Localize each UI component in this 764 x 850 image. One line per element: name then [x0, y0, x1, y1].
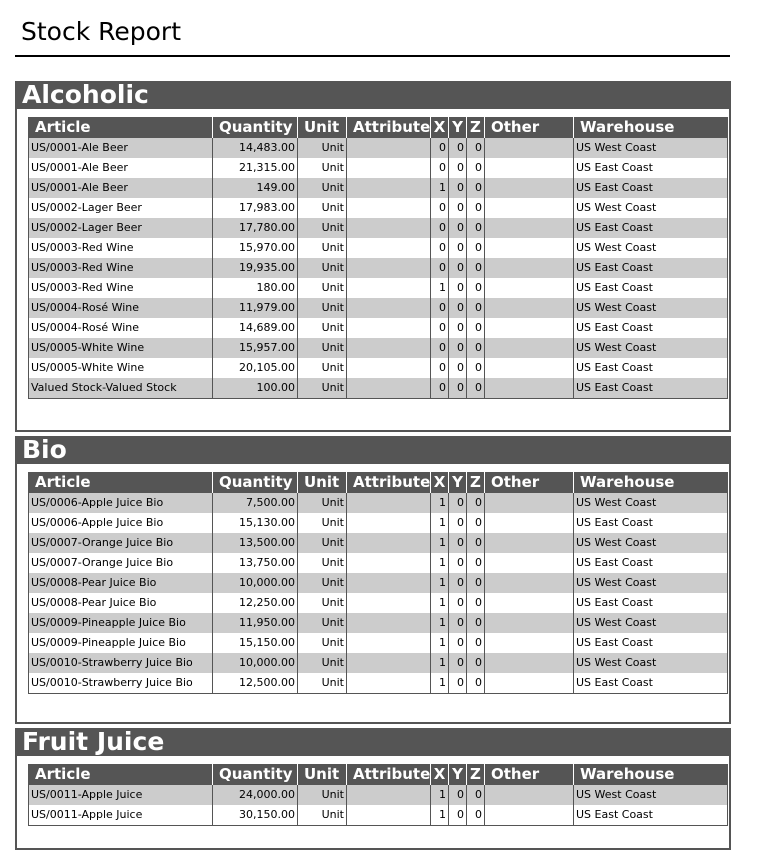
cell-y: 0 [449, 358, 467, 378]
table-row [29, 238, 728, 258]
cell-quantity: 24,000.00 [213, 785, 298, 805]
cell-z: 0 [467, 318, 485, 338]
column-header-attribute: Attribute [347, 472, 431, 493]
table-row [29, 198, 728, 218]
cell-quantity: 20,105.00 [213, 358, 298, 378]
cell-unit: Unit [298, 493, 347, 513]
column-header-y: Y [449, 764, 467, 785]
cell-article: US/0010-Strawberry Juice Bio [29, 653, 213, 673]
cell-attribute [347, 378, 431, 399]
cell-quantity: 10,000.00 [213, 573, 298, 593]
cell-unit: Unit [298, 198, 347, 218]
table-row [29, 633, 728, 653]
cell-unit: Unit [298, 138, 347, 158]
cell-x: 1 [431, 805, 449, 826]
cell-quantity: 7,500.00 [213, 493, 298, 513]
cell-quantity: 14,483.00 [213, 138, 298, 158]
cell-y: 0 [449, 633, 467, 653]
table-row [29, 338, 728, 358]
cell-article: US/0001-Ale Beer [29, 178, 213, 198]
cell-quantity: 13,750.00 [213, 553, 298, 573]
cell-unit: Unit [298, 805, 347, 826]
cell-y: 0 [449, 573, 467, 593]
column-header-z: Z [467, 764, 485, 785]
cell-quantity: 12,250.00 [213, 593, 298, 613]
cell-attribute [347, 298, 431, 318]
cell-attribute [347, 138, 431, 158]
cell-warehouse: US West Coast [574, 613, 728, 633]
cell-z: 0 [467, 158, 485, 178]
cell-attribute [347, 178, 431, 198]
cell-attribute [347, 218, 431, 238]
cell-article: US/0006-Apple Juice Bio [29, 493, 213, 513]
cell-x: 1 [431, 493, 449, 513]
table-row [29, 258, 728, 278]
cell-unit: Unit [298, 178, 347, 198]
cell-quantity: 19,935.00 [213, 258, 298, 278]
cell-other [485, 318, 574, 338]
table-row [29, 358, 728, 378]
cell-y: 0 [449, 238, 467, 258]
cell-article: US/0001-Ale Beer [29, 158, 213, 178]
cell-quantity: 17,780.00 [213, 218, 298, 238]
cell-x: 1 [431, 785, 449, 805]
cell-warehouse: US West Coast [574, 785, 728, 805]
cell-warehouse: US East Coast [574, 593, 728, 613]
table-row [29, 553, 728, 573]
cell-other [485, 573, 574, 593]
cell-warehouse: US East Coast [574, 553, 728, 573]
cell-x: 1 [431, 278, 449, 298]
cell-x: 1 [431, 533, 449, 553]
cell-attribute [347, 673, 431, 694]
cell-warehouse: US East Coast [574, 673, 728, 694]
cell-attribute [347, 805, 431, 826]
cell-warehouse: US East Coast [574, 378, 728, 399]
cell-unit: Unit [298, 358, 347, 378]
cell-article: US/0011-Apple Juice [29, 805, 213, 826]
cell-unit: Unit [298, 278, 347, 298]
page-title: Stock Report [21, 17, 182, 46]
cell-article: US/0011-Apple Juice [29, 785, 213, 805]
cell-x: 1 [431, 178, 449, 198]
cell-attribute [347, 338, 431, 358]
column-header-quantity: Quantity [213, 472, 298, 493]
cell-warehouse: US East Coast [574, 178, 728, 198]
cell-other [485, 553, 574, 573]
cell-warehouse: US West Coast [574, 338, 728, 358]
table-row [29, 613, 728, 633]
cell-article: US/0005-White Wine [29, 338, 213, 358]
cell-unit: Unit [298, 785, 347, 805]
cell-other [485, 513, 574, 533]
cell-y: 0 [449, 805, 467, 826]
cell-article: US/0007-Orange Juice Bio [29, 533, 213, 553]
cell-warehouse: US East Coast [574, 218, 728, 238]
cell-z: 0 [467, 358, 485, 378]
category-heading: Bio [17, 436, 729, 464]
stock-table [28, 764, 728, 826]
cell-other [485, 533, 574, 553]
column-header-x: X [431, 472, 449, 493]
cell-z: 0 [467, 238, 485, 258]
cell-other [485, 218, 574, 238]
cell-attribute [347, 553, 431, 573]
cell-article: US/0006-Apple Juice Bio [29, 513, 213, 533]
cell-other [485, 178, 574, 198]
cell-attribute [347, 613, 431, 633]
cell-other [485, 298, 574, 318]
cell-x: 0 [431, 138, 449, 158]
cell-quantity: 180.00 [213, 278, 298, 298]
cell-quantity: 21,315.00 [213, 158, 298, 178]
cell-other [485, 278, 574, 298]
cell-y: 0 [449, 378, 467, 399]
cell-z: 0 [467, 633, 485, 653]
cell-unit: Unit [298, 573, 347, 593]
cell-warehouse: US East Coast [574, 358, 728, 378]
table-row [29, 138, 728, 158]
cell-quantity: 17,983.00 [213, 198, 298, 218]
cell-x: 1 [431, 573, 449, 593]
cell-quantity: 12,500.00 [213, 673, 298, 694]
cell-y: 0 [449, 298, 467, 318]
cell-y: 0 [449, 493, 467, 513]
cell-x: 1 [431, 593, 449, 613]
column-header-z: Z [467, 117, 485, 138]
cell-y: 0 [449, 553, 467, 573]
cell-z: 0 [467, 298, 485, 318]
cell-z: 0 [467, 533, 485, 553]
cell-other [485, 358, 574, 378]
column-header-other: Other [485, 117, 574, 138]
cell-z: 0 [467, 613, 485, 633]
cell-article: US/0008-Pear Juice Bio [29, 593, 213, 613]
cell-unit: Unit [298, 633, 347, 653]
table-row [29, 218, 728, 238]
cell-x: 1 [431, 633, 449, 653]
cell-quantity: 30,150.00 [213, 805, 298, 826]
cell-other [485, 785, 574, 805]
cell-article: US/0009-Pineapple Juice Bio [29, 613, 213, 633]
cell-z: 0 [467, 593, 485, 613]
cell-article: US/0009-Pineapple Juice Bio [29, 633, 213, 653]
cell-z: 0 [467, 493, 485, 513]
cell-warehouse: US East Coast [574, 318, 728, 338]
table-row [29, 573, 728, 593]
cell-x: 0 [431, 298, 449, 318]
cell-warehouse: US West Coast [574, 533, 728, 553]
cell-other [485, 633, 574, 653]
category-section [15, 81, 731, 432]
column-header-unit: Unit [298, 472, 347, 493]
cell-z: 0 [467, 218, 485, 238]
cell-warehouse: US East Coast [574, 158, 728, 178]
column-header-article: Article [29, 117, 213, 138]
cell-y: 0 [449, 158, 467, 178]
cell-z: 0 [467, 198, 485, 218]
cell-y: 0 [449, 653, 467, 673]
cell-quantity: 14,689.00 [213, 318, 298, 338]
cell-x: 0 [431, 198, 449, 218]
cell-unit: Unit [298, 158, 347, 178]
cell-quantity: 15,957.00 [213, 338, 298, 358]
cell-other [485, 653, 574, 673]
table-row [29, 785, 728, 805]
column-header-warehouse: Warehouse [574, 764, 728, 785]
cell-other [485, 258, 574, 278]
cell-attribute [347, 238, 431, 258]
column-header-warehouse: Warehouse [574, 117, 728, 138]
cell-y: 0 [449, 533, 467, 553]
cell-z: 0 [467, 573, 485, 593]
cell-warehouse: US West Coast [574, 653, 728, 673]
category-heading: Fruit Juice [17, 728, 729, 756]
cell-z: 0 [467, 258, 485, 278]
cell-other [485, 138, 574, 158]
cell-warehouse: US East Coast [574, 513, 728, 533]
cell-x: 0 [431, 258, 449, 278]
table-row [29, 318, 728, 338]
cell-attribute [347, 653, 431, 673]
cell-other [485, 805, 574, 826]
cell-y: 0 [449, 338, 467, 358]
table-row [29, 378, 728, 399]
stock-table [28, 472, 728, 694]
table-header-row [29, 764, 728, 785]
table-row [29, 653, 728, 673]
column-header-quantity: Quantity [213, 764, 298, 785]
column-header-z: Z [467, 472, 485, 493]
cell-attribute [347, 278, 431, 298]
category-section [15, 728, 731, 850]
column-header-attribute: Attribute [347, 117, 431, 138]
column-header-other: Other [485, 764, 574, 785]
table-row [29, 513, 728, 533]
cell-warehouse: US West Coast [574, 138, 728, 158]
cell-other [485, 198, 574, 218]
column-header-warehouse: Warehouse [574, 472, 728, 493]
cell-warehouse: US East Coast [574, 278, 728, 298]
cell-y: 0 [449, 198, 467, 218]
column-header-attribute: Attribute [347, 764, 431, 785]
cell-article: US/0003-Red Wine [29, 258, 213, 278]
table-row [29, 533, 728, 553]
cell-unit: Unit [298, 533, 347, 553]
table-row [29, 805, 728, 826]
cell-quantity: 11,979.00 [213, 298, 298, 318]
cell-unit: Unit [298, 218, 347, 238]
cell-attribute [347, 533, 431, 553]
table-row [29, 673, 728, 694]
cell-quantity: 15,130.00 [213, 513, 298, 533]
cell-y: 0 [449, 178, 467, 198]
cell-attribute [347, 513, 431, 533]
title-divider [15, 55, 730, 57]
cell-x: 1 [431, 613, 449, 633]
cell-other [485, 158, 574, 178]
cell-warehouse: US West Coast [574, 198, 728, 218]
cell-quantity: 15,150.00 [213, 633, 298, 653]
cell-unit: Unit [298, 378, 347, 399]
cell-quantity: 100.00 [213, 378, 298, 399]
cell-unit: Unit [298, 613, 347, 633]
cell-x: 1 [431, 673, 449, 694]
table-header-row [29, 472, 728, 493]
cell-unit: Unit [298, 593, 347, 613]
cell-attribute [347, 493, 431, 513]
cell-attribute [347, 573, 431, 593]
column-header-x: X [431, 117, 449, 138]
table-row [29, 298, 728, 318]
cell-y: 0 [449, 258, 467, 278]
cell-unit: Unit [298, 258, 347, 278]
column-header-quantity: Quantity [213, 117, 298, 138]
cell-z: 0 [467, 805, 485, 826]
column-header-unit: Unit [298, 764, 347, 785]
cell-attribute [347, 593, 431, 613]
cell-z: 0 [467, 138, 485, 158]
cell-unit: Unit [298, 298, 347, 318]
cell-attribute [347, 633, 431, 653]
column-header-y: Y [449, 472, 467, 493]
cell-x: 0 [431, 358, 449, 378]
cell-x: 0 [431, 238, 449, 258]
cell-y: 0 [449, 613, 467, 633]
cell-x: 1 [431, 513, 449, 533]
cell-article: US/0001-Ale Beer [29, 138, 213, 158]
cell-attribute [347, 318, 431, 338]
cell-warehouse: US East Coast [574, 805, 728, 826]
cell-x: 0 [431, 338, 449, 358]
cell-other [485, 238, 574, 258]
cell-y: 0 [449, 673, 467, 694]
cell-article: US/0002-Lager Beer [29, 198, 213, 218]
cell-x: 1 [431, 653, 449, 673]
cell-warehouse: US West Coast [574, 238, 728, 258]
cell-x: 0 [431, 318, 449, 338]
cell-attribute [347, 258, 431, 278]
column-header-article: Article [29, 764, 213, 785]
cell-article: US/0010-Strawberry Juice Bio [29, 673, 213, 694]
category-heading: Alcoholic [17, 81, 729, 109]
cell-article: US/0008-Pear Juice Bio [29, 573, 213, 593]
cell-unit: Unit [298, 338, 347, 358]
cell-y: 0 [449, 785, 467, 805]
cell-quantity: 149.00 [213, 178, 298, 198]
cell-warehouse: US East Coast [574, 258, 728, 278]
cell-z: 0 [467, 785, 485, 805]
cell-article: US/0002-Lager Beer [29, 218, 213, 238]
cell-warehouse: US West Coast [574, 493, 728, 513]
cell-unit: Unit [298, 553, 347, 573]
table-row [29, 593, 728, 613]
cell-article: US/0005-White Wine [29, 358, 213, 378]
table-row [29, 158, 728, 178]
column-header-y: Y [449, 117, 467, 138]
cell-attribute [347, 785, 431, 805]
cell-attribute [347, 158, 431, 178]
cell-z: 0 [467, 178, 485, 198]
cell-quantity: 11,950.00 [213, 613, 298, 633]
table-row [29, 278, 728, 298]
cell-z: 0 [467, 278, 485, 298]
cell-x: 1 [431, 553, 449, 573]
cell-other [485, 593, 574, 613]
cell-warehouse: US West Coast [574, 298, 728, 318]
cell-x: 0 [431, 378, 449, 399]
cell-z: 0 [467, 553, 485, 573]
category-section [15, 436, 731, 724]
column-header-article: Article [29, 472, 213, 493]
cell-y: 0 [449, 278, 467, 298]
cell-quantity: 10,000.00 [213, 653, 298, 673]
cell-y: 0 [449, 138, 467, 158]
cell-unit: Unit [298, 238, 347, 258]
cell-x: 0 [431, 218, 449, 238]
cell-attribute [347, 358, 431, 378]
cell-warehouse: US East Coast [574, 633, 728, 653]
cell-unit: Unit [298, 653, 347, 673]
cell-article: Valued Stock-Valued Stock [29, 378, 213, 399]
cell-other [485, 338, 574, 358]
cell-warehouse: US West Coast [574, 573, 728, 593]
column-header-other: Other [485, 472, 574, 493]
cell-x: 0 [431, 158, 449, 178]
cell-other [485, 378, 574, 399]
cell-other [485, 673, 574, 694]
cell-article: US/0004-Rosé Wine [29, 298, 213, 318]
table-header-row [29, 117, 728, 138]
cell-z: 0 [467, 378, 485, 399]
cell-unit: Unit [298, 513, 347, 533]
cell-y: 0 [449, 513, 467, 533]
cell-article: US/0007-Orange Juice Bio [29, 553, 213, 573]
column-header-unit: Unit [298, 117, 347, 138]
cell-y: 0 [449, 218, 467, 238]
cell-z: 0 [467, 338, 485, 358]
cell-quantity: 13,500.00 [213, 533, 298, 553]
cell-article: US/0003-Red Wine [29, 278, 213, 298]
column-header-x: X [431, 764, 449, 785]
cell-article: US/0003-Red Wine [29, 238, 213, 258]
cell-y: 0 [449, 318, 467, 338]
stock-table [28, 117, 728, 399]
cell-other [485, 493, 574, 513]
table-row [29, 493, 728, 513]
cell-other [485, 613, 574, 633]
table-row [29, 178, 728, 198]
cell-y: 0 [449, 593, 467, 613]
cell-z: 0 [467, 513, 485, 533]
cell-z: 0 [467, 673, 485, 694]
cell-unit: Unit [298, 318, 347, 338]
cell-article: US/0004-Rosé Wine [29, 318, 213, 338]
cell-unit: Unit [298, 673, 347, 694]
cell-quantity: 15,970.00 [213, 238, 298, 258]
cell-z: 0 [467, 653, 485, 673]
cell-attribute [347, 198, 431, 218]
